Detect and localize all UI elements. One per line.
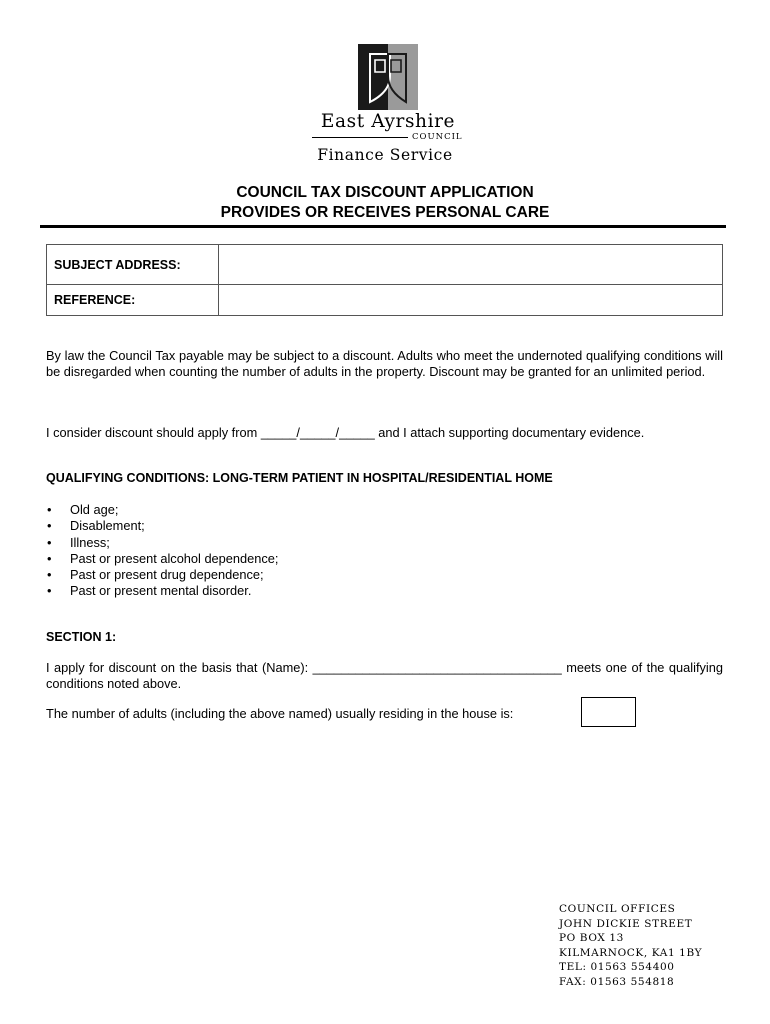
table-row	[47, 245, 723, 285]
subject-address-field[interactable]	[219, 245, 723, 285]
address-line: TEL: 01563 554400	[559, 961, 675, 974]
adults-count-field[interactable]	[581, 697, 636, 727]
table-row	[47, 285, 723, 316]
list-item: • Disablement;	[46, 518, 278, 534]
list-item: • Illness;	[46, 535, 278, 551]
subject-address-label: SUBJECT ADDRESS:	[47, 245, 219, 285]
org-sub-label: COUNCIL	[412, 132, 463, 142]
form-title-line1: COUNCIL TAX DISCOUNT APPLICATION	[236, 184, 534, 201]
org-sub	[312, 131, 466, 143]
form-title-line2: PROVIDES OR RECEIVES PERSONAL CARE	[220, 204, 550, 221]
service-name: Finance Service	[317, 146, 453, 164]
reference-label: REFERENCE:	[47, 285, 219, 316]
qualifying-conditions-heading: QUALIFYING CONDITIONS: LONG-TERM PATIENT IN HOSPITAL/RESIDENTIAL HOME	[46, 471, 553, 485]
address-line: PO BOX 13	[559, 932, 624, 945]
list-item: • Old age;	[46, 502, 278, 518]
address-line: JOHN DICKIE STREET	[559, 917, 693, 930]
list-item: • Past or present drug dependence;	[46, 567, 278, 583]
list-item: • Past or present alcohol dependence;	[46, 551, 278, 567]
reference-field[interactable]	[219, 285, 723, 316]
council-address-block	[559, 902, 702, 990]
qualifying-conditions-list	[46, 502, 278, 600]
address-line: FAX: 01563 554818	[559, 975, 675, 988]
address-table	[46, 244, 723, 316]
adults-count-label: The number of adults (including the above named) usually residing in the house is:	[46, 706, 514, 721]
council-crest-logo	[358, 44, 418, 110]
address-line: COUNCIL OFFICES	[559, 903, 676, 915]
discount-date-statement: I consider discount should apply from _____/_____/_____ and I attach supporting documentary evidence.	[46, 425, 645, 440]
title-divider	[40, 225, 726, 228]
org-name: East Ayrshire	[320, 111, 456, 132]
intro-paragraph: By law the Council Tax payable may be subject to a discount. Adults who meet the undernoted qualifying conditions will be disregarded when counting the number of adults in the property. Discount may be granted for an unlimited period.	[46, 348, 723, 379]
address-line: KILMARNOCK, KA1 1BY	[559, 946, 703, 959]
apply-name-statement: I apply for discount on the basis that (Name): ___________________________________ meets one of the qualifying conditions noted above.	[46, 660, 723, 691]
list-item: • Past or present mental disorder.	[46, 583, 278, 599]
org-sub-rule	[312, 137, 408, 138]
section1-heading: SECTION 1:	[46, 630, 117, 644]
